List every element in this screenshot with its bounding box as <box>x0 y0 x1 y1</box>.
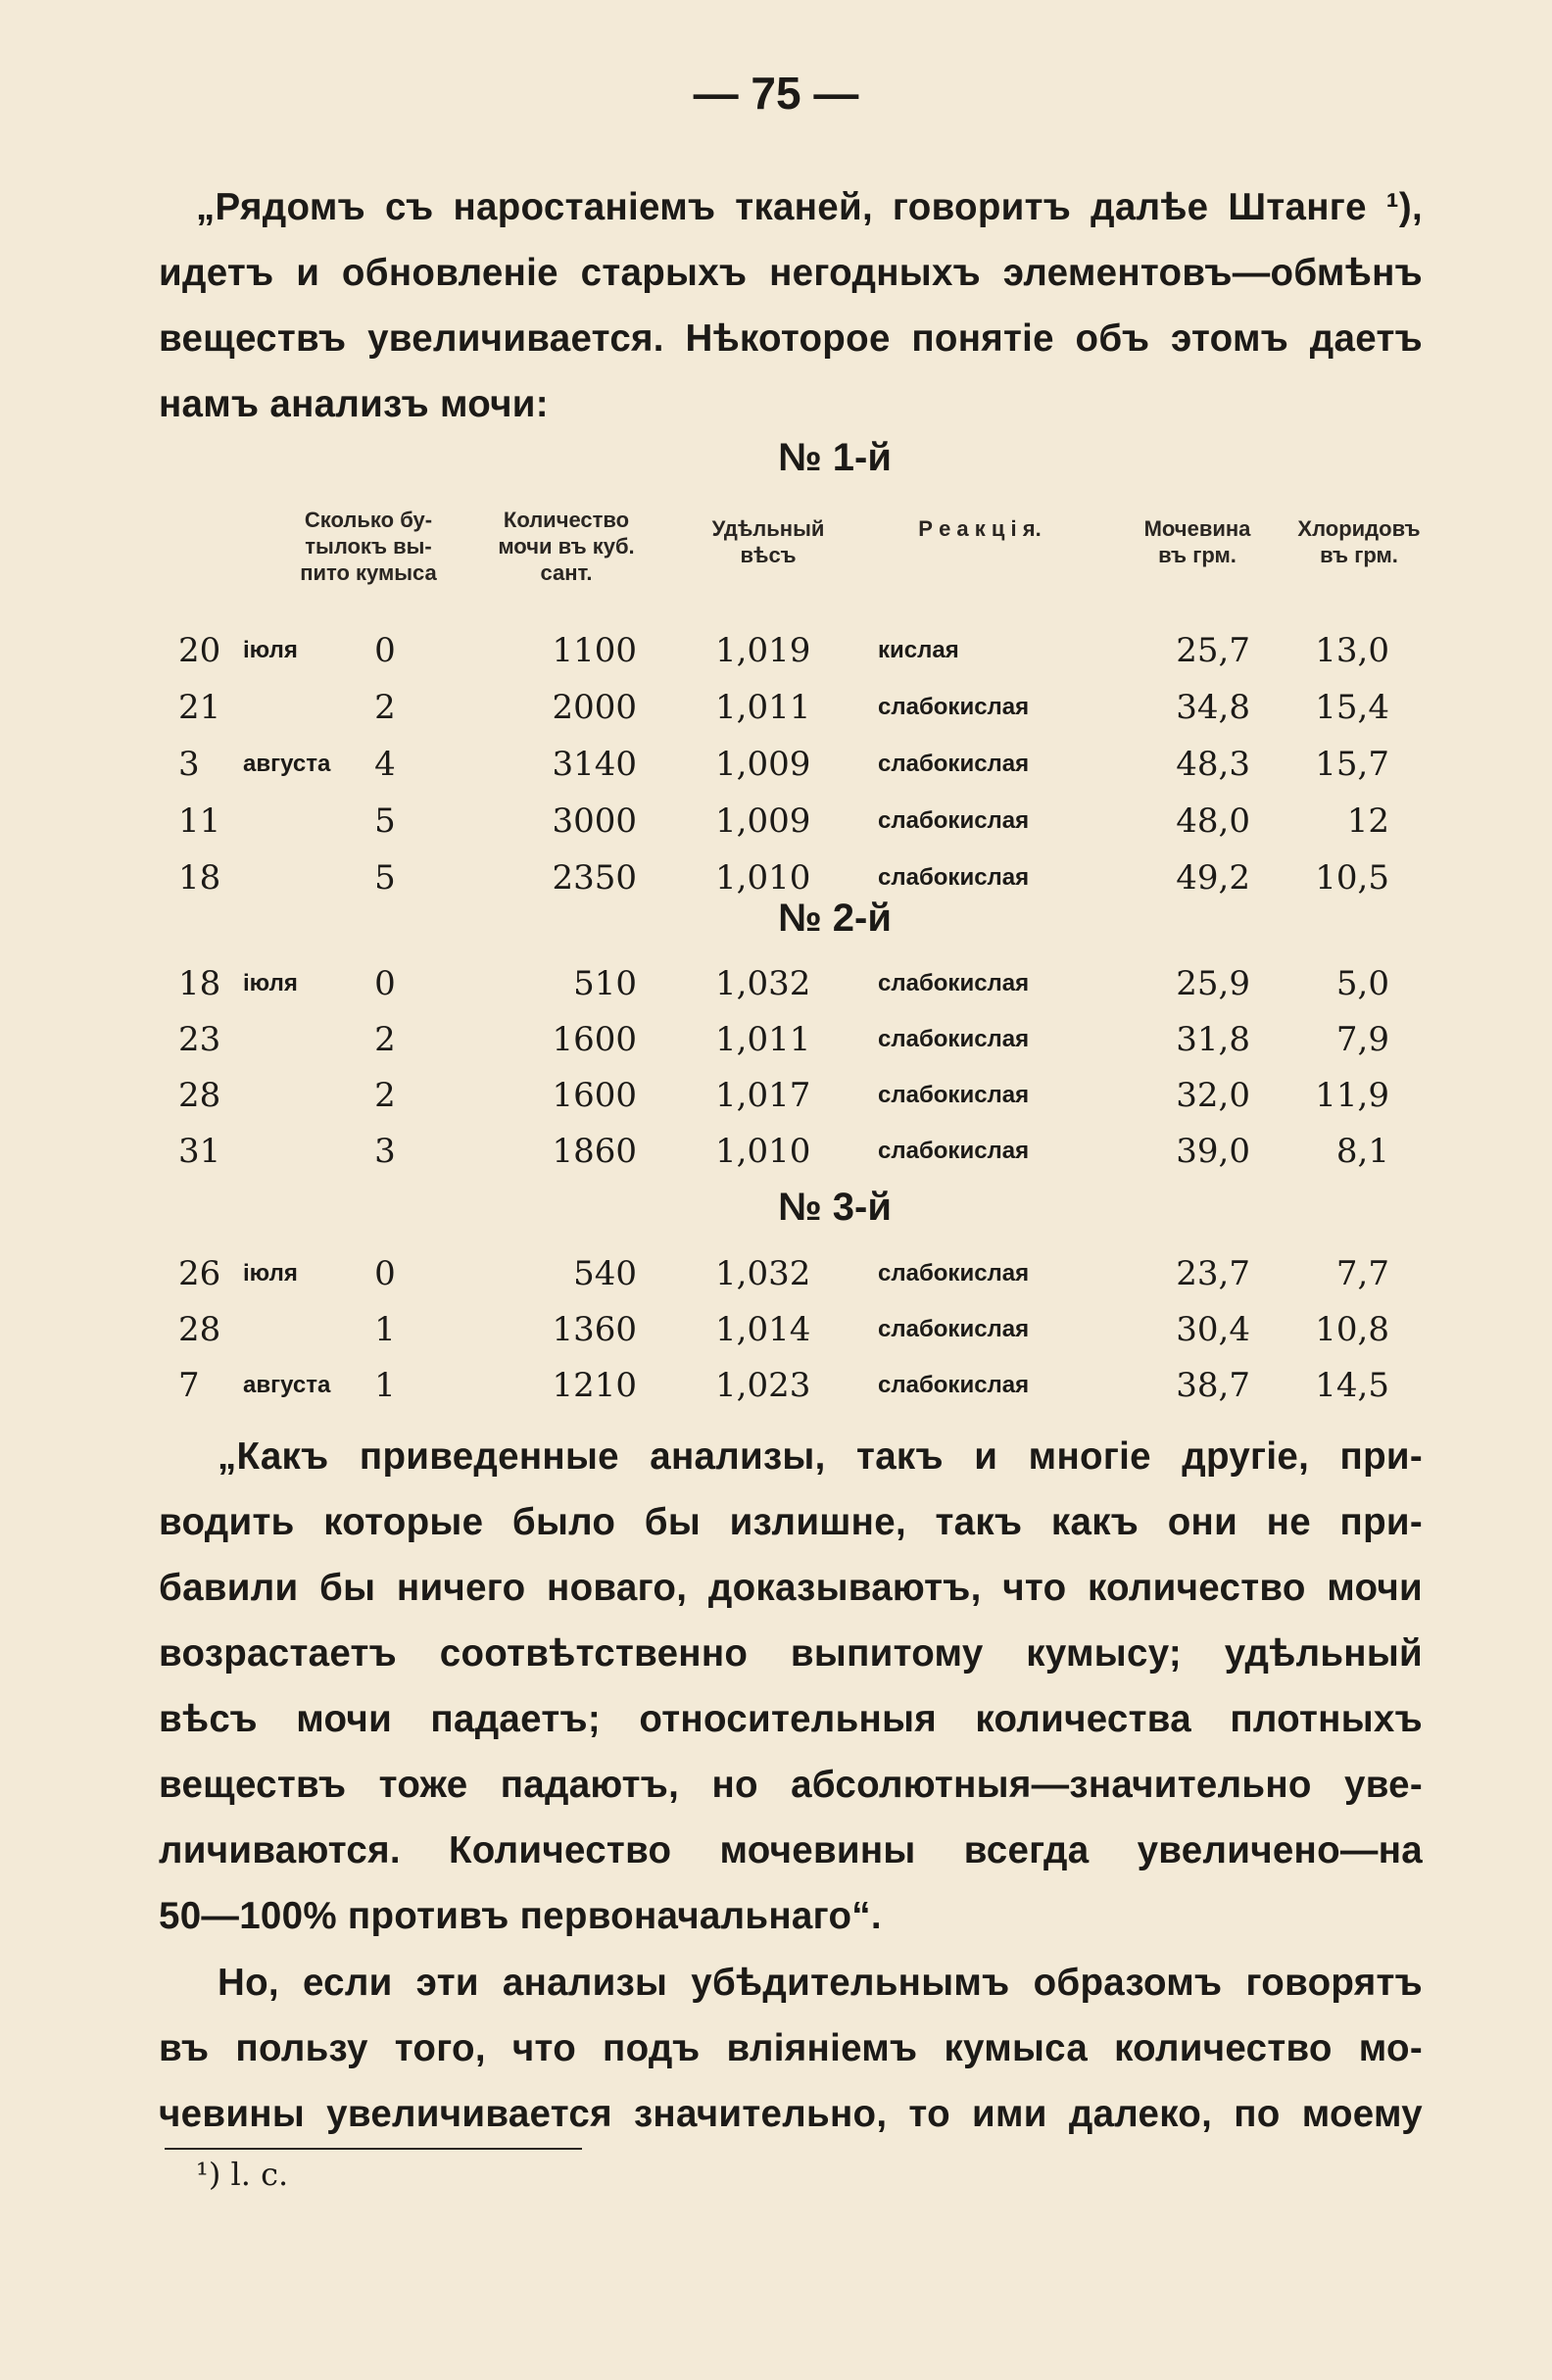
cell-day: 26 <box>178 1254 221 1293</box>
text-line: въ пользу того, что подъ вліяніемъ кумыса количество мо- <box>159 2027 1423 2069</box>
text-line: чевины увеличивается значительно, то ими далеко, по моему <box>159 2093 1423 2135</box>
cell-month: іюля <box>243 1260 298 1287</box>
cell-gravity: 1,009 <box>715 801 811 841</box>
cell-day: 28 <box>178 1076 221 1115</box>
table-row <box>0 1246 1552 1301</box>
cell-volume: 2000 <box>552 688 637 727</box>
header-volume: Количество мочи въ куб. сант. <box>498 508 635 585</box>
cell-chlorides: 5,0 <box>1335 964 1389 1003</box>
cell-gravity: 1,011 <box>715 688 811 727</box>
cell-reaction: слабокислая <box>878 1138 1030 1164</box>
cell-month: іюля <box>243 637 298 663</box>
cell-bottles: 0 <box>374 1254 396 1293</box>
cell-day: 18 <box>178 964 221 1003</box>
cell-volume: 510 <box>573 964 637 1003</box>
table-row <box>0 956 1552 1011</box>
cell-volume: 3000 <box>552 801 637 841</box>
cell-reaction: слабокислая <box>878 751 1030 777</box>
cell-volume: 2350 <box>552 858 637 898</box>
cell-volume: 1210 <box>552 1366 637 1405</box>
cell-chlorides: 14,5 <box>1315 1366 1389 1405</box>
following-paragraph <box>159 1950 1423 2147</box>
cell-month: августа <box>243 751 331 777</box>
cell-reaction: слабокислая <box>878 864 1030 891</box>
cell-gravity: 1,011 <box>715 1020 811 1059</box>
cell-day: 18 <box>178 858 221 898</box>
cell-day: 21 <box>178 688 221 727</box>
header-bottles: Сколько бу- тылокъ вы- пито кумыса <box>300 508 437 585</box>
cell-reaction: слабокислая <box>878 807 1030 834</box>
cell-day: 23 <box>178 1020 221 1059</box>
cell-bottles: 2 <box>374 1076 396 1115</box>
cell-urea: 49,2 <box>1176 858 1250 898</box>
cell-urea: 31,8 <box>1176 1020 1250 1059</box>
cell-reaction: слабокислая <box>878 1260 1030 1287</box>
table-row <box>0 680 1552 735</box>
cell-chlorides: 10,5 <box>1315 858 1389 898</box>
table-row <box>0 1124 1552 1179</box>
cell-day: 20 <box>178 631 221 670</box>
cell-chlorides: 15,7 <box>1315 745 1389 784</box>
text-line: идетъ и обновленіе старыхъ негодныхъ элементовъ—обмѣнъ <box>159 252 1423 294</box>
cell-reaction: кислая <box>878 637 959 663</box>
cell-bottles: 0 <box>374 964 396 1003</box>
cell-urea: 25,7 <box>1176 631 1250 670</box>
header-gravity: Удѣльный вѣсъ <box>711 516 825 567</box>
header-reaction: Р е а к ц і я. <box>918 516 1042 541</box>
cell-gravity: 1,019 <box>715 631 811 670</box>
table-row <box>0 1012 1552 1067</box>
text-line: веществъ увеличивается. Нѣкоторое понятіе объ этомъ даетъ <box>159 317 1423 360</box>
cell-chlorides: 12 <box>1346 801 1389 841</box>
cell-volume: 1360 <box>552 1310 637 1349</box>
section-title: № 2-й <box>778 897 892 940</box>
intro-paragraph <box>159 174 1423 437</box>
cell-urea: 38,7 <box>1176 1366 1250 1405</box>
cell-urea: 32,0 <box>1176 1076 1250 1115</box>
text-line: 50—100% противъ первоначальнаго“. <box>159 1895 882 1937</box>
cell-gravity: 1,010 <box>715 858 811 898</box>
cell-bottles: 2 <box>374 688 396 727</box>
cell-bottles: 0 <box>374 631 396 670</box>
text-line: веществъ тоже падаютъ, но абсолютныя—значительно уве- <box>159 1764 1423 1806</box>
cell-chlorides: 11,9 <box>1315 1076 1389 1115</box>
cell-chlorides: 7,9 <box>1335 1020 1389 1059</box>
cell-reaction: слабокислая <box>878 1316 1030 1342</box>
conclusion-paragraph <box>159 1424 1423 1949</box>
text-line: вѣсъ мочи падаетъ; относительныя количества плотныхъ <box>159 1698 1423 1740</box>
cell-day: 11 <box>178 801 221 841</box>
cell-gravity: 1,023 <box>715 1366 811 1405</box>
cell-month: іюля <box>243 970 298 996</box>
section-title: № 1-й <box>778 436 892 479</box>
cell-gravity: 1,010 <box>715 1132 811 1171</box>
cell-volume: 3140 <box>552 745 637 784</box>
cell-volume: 1860 <box>552 1132 637 1171</box>
text-line: намъ анализъ мочи: <box>159 383 549 425</box>
footnote-rule <box>165 2148 582 2150</box>
text-line: „Рядомъ съ наростаніемъ тканей, говоритъ далѣе Штанге ¹), <box>196 186 1423 228</box>
section-title: № 3-й <box>778 1186 892 1229</box>
text-line: „Какъ приведенные анализы, такъ и многіе другіе, при- <box>218 1435 1423 1478</box>
cell-urea: 25,9 <box>1176 964 1250 1003</box>
cell-chlorides: 15,4 <box>1315 688 1389 727</box>
cell-reaction: слабокислая <box>878 694 1030 720</box>
cell-bottles: 1 <box>374 1310 396 1349</box>
cell-urea: 48,3 <box>1176 745 1250 784</box>
cell-bottles: 5 <box>374 801 396 841</box>
table-row <box>0 1068 1552 1123</box>
cell-reaction: слабокислая <box>878 1026 1030 1052</box>
cell-gravity: 1,009 <box>715 745 811 784</box>
cell-gravity: 1,014 <box>715 1310 811 1349</box>
table-row <box>0 623 1552 678</box>
text-line: личиваются. Количество мочевины всегда увеличено—на <box>159 1829 1423 1871</box>
cell-day: 31 <box>178 1132 221 1171</box>
cell-volume: 540 <box>573 1254 637 1293</box>
cell-reaction: слабокислая <box>878 970 1030 996</box>
cell-volume: 1600 <box>552 1020 637 1059</box>
cell-gravity: 1,032 <box>715 964 811 1003</box>
header-urea: Мочевина въ грм. <box>1143 516 1251 567</box>
cell-day: 28 <box>178 1310 221 1349</box>
cell-volume: 1100 <box>552 631 637 670</box>
cell-chlorides: 10,8 <box>1315 1310 1389 1349</box>
cell-bottles: 5 <box>374 858 396 898</box>
cell-chlorides: 13,0 <box>1315 631 1389 670</box>
text-line: возрастаетъ соотвѣтственно выпитому кумысу; удѣльный <box>159 1632 1423 1675</box>
header-chlorides: Хлоридовъ въ грм. <box>1297 516 1421 567</box>
cell-reaction: слабокислая <box>878 1082 1030 1108</box>
cell-gravity: 1,017 <box>715 1076 811 1115</box>
cell-bottles: 1 <box>374 1366 396 1405</box>
cell-urea: 23,7 <box>1176 1254 1250 1293</box>
table-row <box>0 1358 1552 1413</box>
table-row <box>0 737 1552 792</box>
cell-chlorides: 8,1 <box>1335 1132 1389 1171</box>
cell-reaction: слабокислая <box>878 1372 1030 1398</box>
table-row <box>0 1302 1552 1357</box>
page-number: — 75 — <box>693 68 859 119</box>
text-line: Но, если эти анализы убѣдительнымъ образомъ говорятъ <box>218 1962 1423 2004</box>
cell-gravity: 1,032 <box>715 1254 811 1293</box>
cell-day: 3 <box>178 745 200 784</box>
cell-bottles: 3 <box>374 1132 396 1171</box>
footnote: ¹) l. c. <box>196 2156 289 2193</box>
text-line: водить которые было бы излишне, такъ какъ они не при- <box>159 1501 1423 1543</box>
cell-month: августа <box>243 1372 331 1398</box>
cell-urea: 34,8 <box>1176 688 1250 727</box>
cell-urea: 30,4 <box>1176 1310 1250 1349</box>
table-row <box>0 794 1552 849</box>
cell-bottles: 4 <box>374 745 396 784</box>
cell-bottles: 2 <box>374 1020 396 1059</box>
cell-chlorides: 7,7 <box>1335 1254 1389 1293</box>
cell-urea: 48,0 <box>1176 801 1250 841</box>
text-line: бавили бы ничего новаго, доказываютъ, что количество мочи <box>159 1567 1423 1609</box>
cell-day: 7 <box>178 1366 200 1405</box>
cell-volume: 1600 <box>552 1076 637 1115</box>
cell-urea: 39,0 <box>1176 1132 1250 1171</box>
